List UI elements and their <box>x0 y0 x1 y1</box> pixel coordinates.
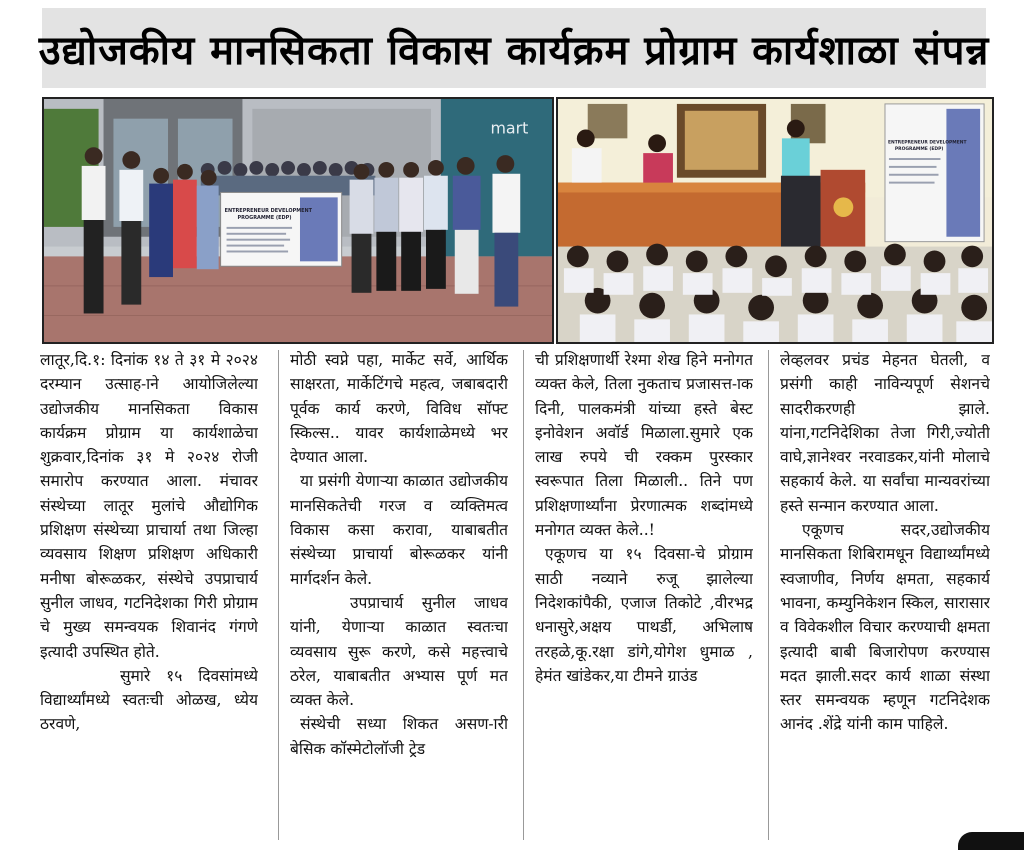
article-paragraph: उपप्राचार्य सुनील जाधव यांनी, येणाऱ्या काळात स्वतःचा व्यवसाय सुरू करणे, कसे महत्त्वाचे ठरेल, याबाबतीत अभ्यास पूर्ण मत व्यक्त केले. <box>290 593 508 710</box>
article-body <box>40 348 988 844</box>
left-banner-line1: ENTREPRENEUR DEVELOPMENT <box>224 208 313 215</box>
article-column-4 <box>780 348 990 844</box>
corner-tab <box>958 832 1024 850</box>
right-banner-line2: PROGRAMME (EDP) <box>894 147 944 153</box>
article-paragraph: मोठी स्वप्ने पहा, मार्केट सर्वे, आर्थिक साक्षरता, मार्केटिंगचे महत्व, जबाबदारी पूर्वक कार्य करणे, विविध सॉफ्ट स्किल्स.. यावर कार्यशाळेमध्ये भर देण्यात आला. <box>290 351 508 467</box>
right-banner-line1: ENTREPRENEUR DEVELOPMENT <box>887 140 967 146</box>
classroom-photo <box>556 97 994 344</box>
page-title: उद्योजकीय मानसिकता विकास कार्यक्रम प्रोग्राम कार्यशाळा संपन्न <box>38 27 990 74</box>
article-paragraph: या प्रसंगी येणाऱ्या काळात उद्योजकीय मानसिकतेची गरज व व्यक्तिमत्व विकास कसा करावा, याबाबतीत संस्थेच्या प्राचार्या बोरूळकर यांनी मार्गदर्शन केले. <box>290 472 508 588</box>
article-paragraph: ची प्रशिक्षणार्थी रेश्मा शेख हिने मनोगत व्यक्त केले, तिला नुकताच प्रजासत्त-ाक दिनी, पालकमंत्री यांच्या हस्ते बेस्ट इनोवेशन अवॉर्ड मिळाला.सुमारे एक लाख रुपये ची रक्कम पुरस्कार स्वरूपात तिला मिळाली.. तिने पण प्रशिक्षणार्थ्यांना प्रेरणात्मक शब्दांमध्ये मनोगत व्यक्त केले..! <box>535 351 753 540</box>
article-paragraph: संस्थेची सध्या शिकत असण-ारी बेसिक कॉस्मेटोलॉजी ट्रेड <box>290 715 508 758</box>
left-banner-line2: PROGRAMME (EDP) <box>237 215 292 222</box>
group-photo <box>42 97 554 344</box>
article-paragraph: सुमारे १५ दिवसांमध्ये विद्यार्थ्यांमध्ये स्वतःची ओळख, ध्येय ठरवणे, <box>40 666 258 734</box>
building-sign: mart <box>490 118 529 138</box>
article-paragraph: एकूणच या १५ दिवसा-चे प्रोग्राम साठी नव्याने रुजू झालेल्या निदेशकांपैकी, एजाज तिकोटे ,वीरभद्र धनासुरे,अक्षय पाथर्डी, अभिलाष तरहळे,कू.रक्षा डांगे,योगेश धुमाळ , हेमंत खांडेकर,या टीमने ग्राउंड <box>535 545 753 685</box>
article-column-3 <box>535 348 753 844</box>
article-column-1 <box>40 348 258 844</box>
article-paragraph: लेव्हलवर प्रचंड मेहनत घेतली, व प्रसंगी काही नाविन्यपूर्ण सेशनचे सादरीकरणही झाले. यांना,गटनिदेशिका तेजा गिरी,ज्योती वाघे,ज्ञानेश्वर नरवाडकर,यांनी मोलाचे सहकार्य केले. या सर्वांचा मान्यवरांच्या हस्ते सन्मान करण्यात आला. <box>780 351 990 515</box>
article-paragraph: लातूर,दि.१: दिनांक १४ ते ३१ मे २०२४ दरम्यान उत्साह-ाने आयोजिलेल्या उद्योजकीय मानसिकता विकास कार्यक्रम प्रोग्राम या कार्यशाळेचा शुक्रवार,दिनांक ३१ मे २०२४ रोजी समारोप करण्यात आला. मंचावर संस्थेच्या लातूर मुलांचे औद्योगिक प्रशिक्षण संस्थेच्या प्राचार्या तथा जिल्हा व्यवसाय शिक्षण प्रशिक्षण अधिकारी मनीषा बोरूळकर, संस्थेचे उपप्राचार्य सुनील जाधव, गटनिदेशका गिरी प्रोग्राम चे मुख्य समन्वयक शिवानंद गंगणे इत्यादी उपस्थित होते. <box>40 351 258 661</box>
article-column-2 <box>290 348 508 844</box>
article-paragraph: एकूणच सदर,उद्योजकीय मानसिकता शिबिरामधून विद्यार्थ्यांमध्ये स्वजाणीव, निर्णय क्षमता, सहकार्य भावना, कम्युनिकेशन स्किल, सारासार व विवेकशील विचार करण्याची क्षमता इत्यादी बाबी बिजारोपण करण्यास मदत झाली.सदर कार्य शाळा संस्था स्तर समन्वयक म्हणून गटनिदेशक आनंद .शेंद्रे यांनी काम पाहिले. <box>780 521 990 734</box>
headline-bar <box>38 8 990 88</box>
